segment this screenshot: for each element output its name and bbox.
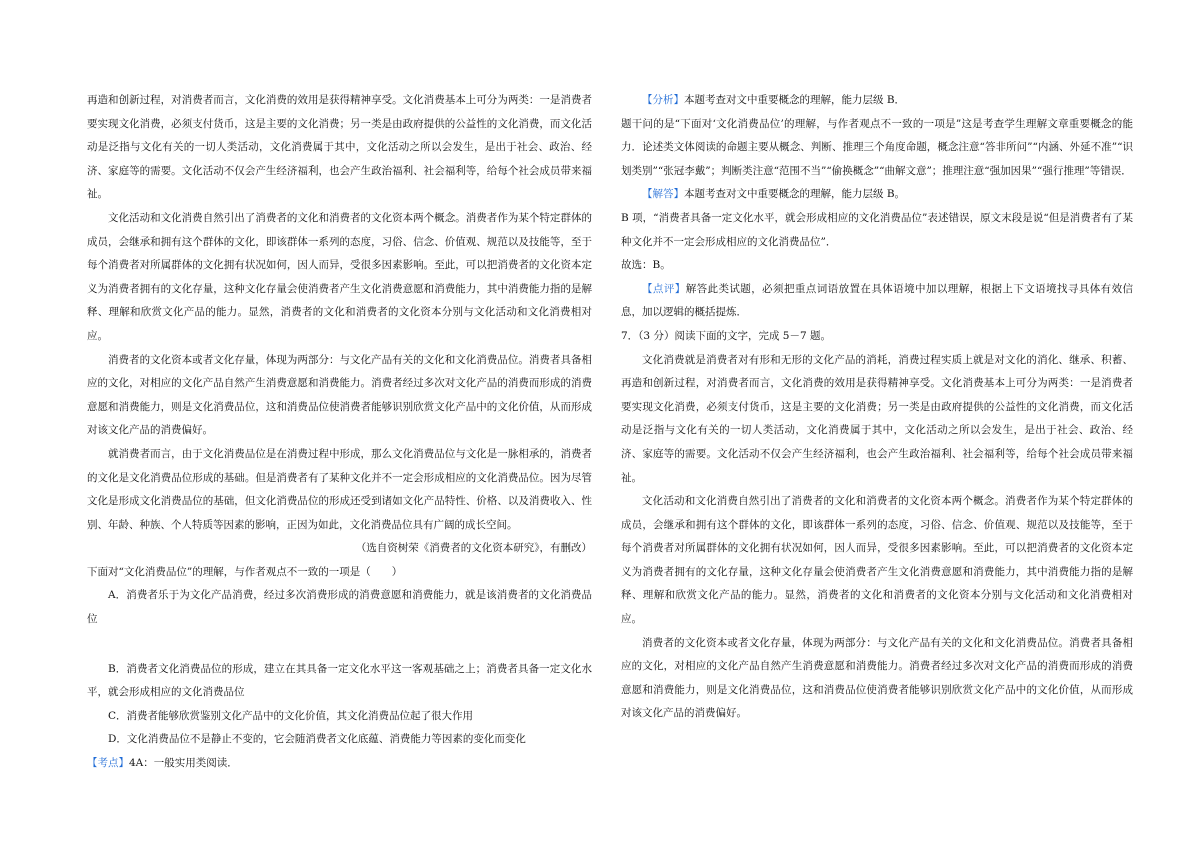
right-column [621,89,1133,726]
question-7-header: 7．（3 分）阅读下面的文字，完成 5－7 题。 [621,329,831,342]
spacer [87,632,592,658]
analysis-line [621,89,1133,113]
option-b: B．消费者文化消费品位的形成，建立在其具备一定文化水平这一客观基础之上；消费者具备一定文化水平，就会形成相应的文化消费品位 [87,662,592,699]
comment-text: 解答此类试题，必须把重点词语放置在具体语境中加以理解，根据上下文语境找寻具体有效信息，加以逻辑的概括提炼． [621,282,1134,319]
passage-paragraph-r3: 消费者的文化资本或者文化存量，体现为两部分：与文化产品有关的文化和文化消费品位。消费者具备相应的文化，对相应的文化产品自然产生消费意愿和消费能力。消费者经过多次对文化产品的消费而形成的消费意愿和消费能力，则是文化消费品位，这和消费品位使消费者能够识别欣赏文化产品中的文化价值，从而形成对该文化产品的消费偏好。 [621,636,1133,720]
answer-line: 故选：B。 [621,259,671,272]
kaodian-line [87,752,592,776]
option-a: A．消费者乐于为文化产品消费，经过多次消费形成的消费意愿和消费能力，就是该消费者的文化消费品位 [87,589,592,626]
solution-tag: 【解答】 [642,188,684,201]
passage-paragraph-4: 就消费者而言，由于文化消费品位是在消费过程中形成，那么文化消费品位与文化是一脉相承的，消费者的文化是文化消费品位形成的基础。但是消费者有了某种文化并不一定会形成相应的文化消费品位。因为尽管文化是形成文化消费品位的基础，但文化消费品位的形成还受到诸如文化产品特性、价格、以及消费收入、性别、年龄、种族、个人特质等因素的影响，正因为如此，文化消费品位具有广阔的成长空间。 [87,447,592,531]
analysis-detail: 题干问的是“下面对‘文化消费品位’的理解，与作者观点不一致的一项是”这是考查学生理解文章重要概念的能力．论述类文体阅读的命题主要从概念、判断、推理三个角度命题，概念注意“答非所问”“内涵、外延不准”“识划类别”“张冠李戴”；判断类注意“范围不当”“偷换概念”“曲解文意”；推理注意“强加因果”“强行推理”等错误． [621,117,1133,177]
kaodian-text: 4A：一般实用类阅读． [129,757,238,770]
passage-paragraph-1: 再造和创新过程，对消费者而言，文化消费的效用是获得精神享受。文化消费基本上可分为两类：一是消费者要实现文化消费，必须支付货币，这是主要的文化消费；另一类是由政府提供的公益性的文化消费，而文化活动是泛指与文化有关的一切人类活动，文化消费属于其中，文化活动之所以会发生，是出于社会、政治、经济、家庭等的需要。文化活动不仅会产生经济福利，也会产生政治福利、社会福利等，给每个社会成员带来福祉。 [87,94,592,201]
analysis-text: 本题考查对文中重要概念的理解，能力层级 B． [684,94,906,106]
left-column [87,89,592,776]
solution-text: 本题考查对文中重要概念的理解，能力层级 B。 [684,188,906,201]
passage-source: （选自资树荣《消费者的文化资本研究》，有删改） [355,542,592,555]
solution-line [621,183,1133,207]
passage-paragraph-r1: 文化消费就是消费者对有形和无形的文化产品的消耗，消费过程实质上就是对文化的消化、继承、积蓄、再造和创新过程，对消费者而言，文化消费的效用是获得精神享受。文化消费基本上可分为两类：一是消费者要实现文化消费，必须支付货币，这是主要的文化消费；另一类是由政府提供的公益性的文化消费，而文化活动是泛指与文化有关的一切人类活动，文化消费属于其中，文化活动之所以会发生，是出于社会、政治、经济、家庭等的需要。文化活动不仅会产生经济福利，也会产生政治福利、社会福利等，给每个社会成员带来福祉。 [621,353,1133,484]
passage-paragraph-3: 消费者的文化资本或者文化存量，体现为两部分：与文化产品有关的文化和文化消费品位。消费者具备相应的文化，对相应的文化产品自然产生消费意愿和消费能力。消费者经过多次对文化产品的消费而形成的消费意愿和消费能力，则是文化消费品位，这和消费品位使消费者能够识别欣赏文化产品中的文化价值，从而形成对该文化产品的消费偏好。 [87,353,592,437]
passage-paragraph-r2: 文化活动和文化消费自然引出了消费者的文化和消费者的文化资本两个概念。消费者作为某个特定群体的成员，会继承和拥有这个群体的文化，即该群体一系列的态度，习俗、信念、价值观、规范以及技能等，至于每个消费者对所属群体的文化拥有状况如何，因人而异，受很多因素影响。至此，可以把消费者的文化资本定义为消费者拥有的文化存量，这种文化存量会使消费者产生文化消费意愿和消费能力，其中消费能力指的是解释、理解和欣赏文化产品的能力。显然，消费者的文化和消费者的文化资本分别与文化活动和文化消费相对应。 [621,495,1133,626]
comment-line [621,278,1133,325]
comment-tag: 【点评】 [642,282,686,295]
question-stem: 下面对“文化消费品位”的理解，与作者观点不一致的一项是（ ） [87,565,403,578]
kaodian-tag: 【考点】 [87,757,129,770]
analysis-tag: 【分析】 [642,94,684,106]
option-d: D．文化消费品位不是静止不变的，它会随消费者文化底蕴、消费能力等因素的变化而变化 [108,733,526,746]
option-c: C．消费者能够欣赏鉴别文化产品中的文化价值，其文化消费品位起了很大作用 [108,709,474,722]
solution-detail: B 项，“消费者具备一定文化水平，就会形成相应的文化消费品位”表述错误，原文末段是说“但是消费者有了某种文化并不一定会形成相应的文化消费品位”． [621,211,1133,248]
passage-paragraph-2: 文化活动和文化消费自然引出了消费者的文化和消费者的文化资本两个概念。消费者作为某个特定群体的成员，会继承和拥有这个群体的文化，即该群体一系列的态度，习俗、信念、价值观、规范以及技能等，至于每个消费者对所属群体的文化拥有状况如何，因人而异，受很多因素影响。至此，可以把消费者的文化资本定义为消费者拥有的文化存量，这种文化存量会使消费者产生文化消费意愿和消费能力，其中消费能力指的是解释、理解和欣赏文化产品的能力。显然，消费者的文化和消费者的文化资本分别与文化活动和文化消费相对应。 [87,211,592,342]
